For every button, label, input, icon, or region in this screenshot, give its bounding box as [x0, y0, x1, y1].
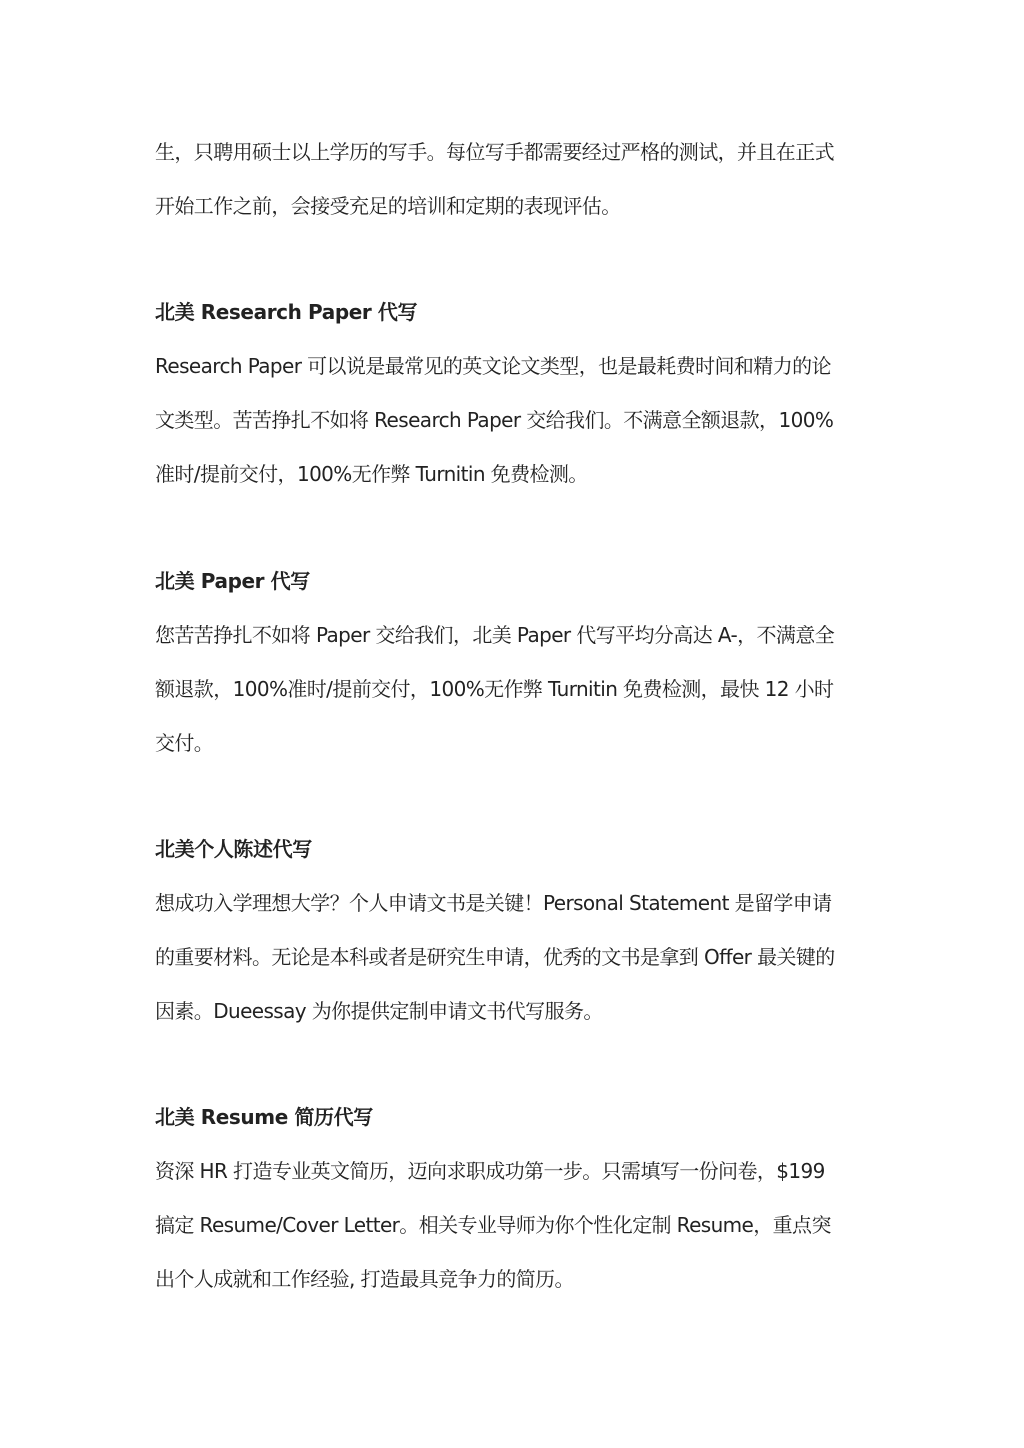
section-heading-resume: 北美 Resume 简历代写 [155, 1105, 373, 1129]
section-heading-paper: 北美 Paper 代写 [155, 569, 310, 593]
section-paper-line-1: 您苦苦挣扎不如将 Paper 交给我们，北美 Paper 代写平均分高达 A-，不满意全 [155, 623, 835, 647]
intro-line-1: 生，只聘用硕士以上学历的写手。每位写手都需要经过严格的测试，并且在正式 [155, 140, 834, 164]
section-personal-statement-line-3: 因素。Dueessay 为你提供定制申请文书代写服务。 [155, 999, 603, 1023]
section-resume-line-3: 出个人成就和工作经验, 打造最具竞争力的简历。 [155, 1267, 574, 1291]
section-heading-personal-statement: 北美个人陈述代写 [155, 837, 312, 861]
section-personal-statement-line-2: 的重要材料。无论是本科或者是研究生申请，优秀的文书是拿到 Offer 最关键的 [155, 945, 835, 969]
section-paper-line-3: 交付。 [155, 731, 214, 755]
intro-line-2: 开始工作之前，会接受充足的培训和定期的表现评估。 [155, 194, 621, 218]
section-research-paper-line-3: 准时/提前交付，100%无作弊 Turnitin 免费检测。 [155, 462, 588, 486]
section-heading-research-paper: 北美 Research Paper 代写 [155, 300, 418, 324]
section-personal-statement-line-1: 想成功入学理想大学？个人申请文书是关键！Personal Statement 是留学申请 [155, 891, 832, 915]
section-research-paper-line-2: 文类型。苦苦挣扎不如将 Research Paper 交给我们。不满意全额退款，100% [155, 408, 834, 432]
section-resume-line-1: 资深 HR 打造专业英文简历，迈向求职成功第一步。只需填写一份问卷，$199 [155, 1159, 825, 1183]
section-research-paper-line-1: Research Paper 可以说是最常见的英文论文类型，也是最耗费时间和精力的论 [155, 354, 831, 378]
section-resume-line-2: 搞定 Resume/Cover Letter。相关专业导师为你个性化定制 Resume，重点突 [155, 1213, 831, 1237]
section-paper-line-2: 额退款，100%准时/提前交付，100%无作弊 Turnitin 免费检测，最快 12 小时 [155, 677, 834, 701]
